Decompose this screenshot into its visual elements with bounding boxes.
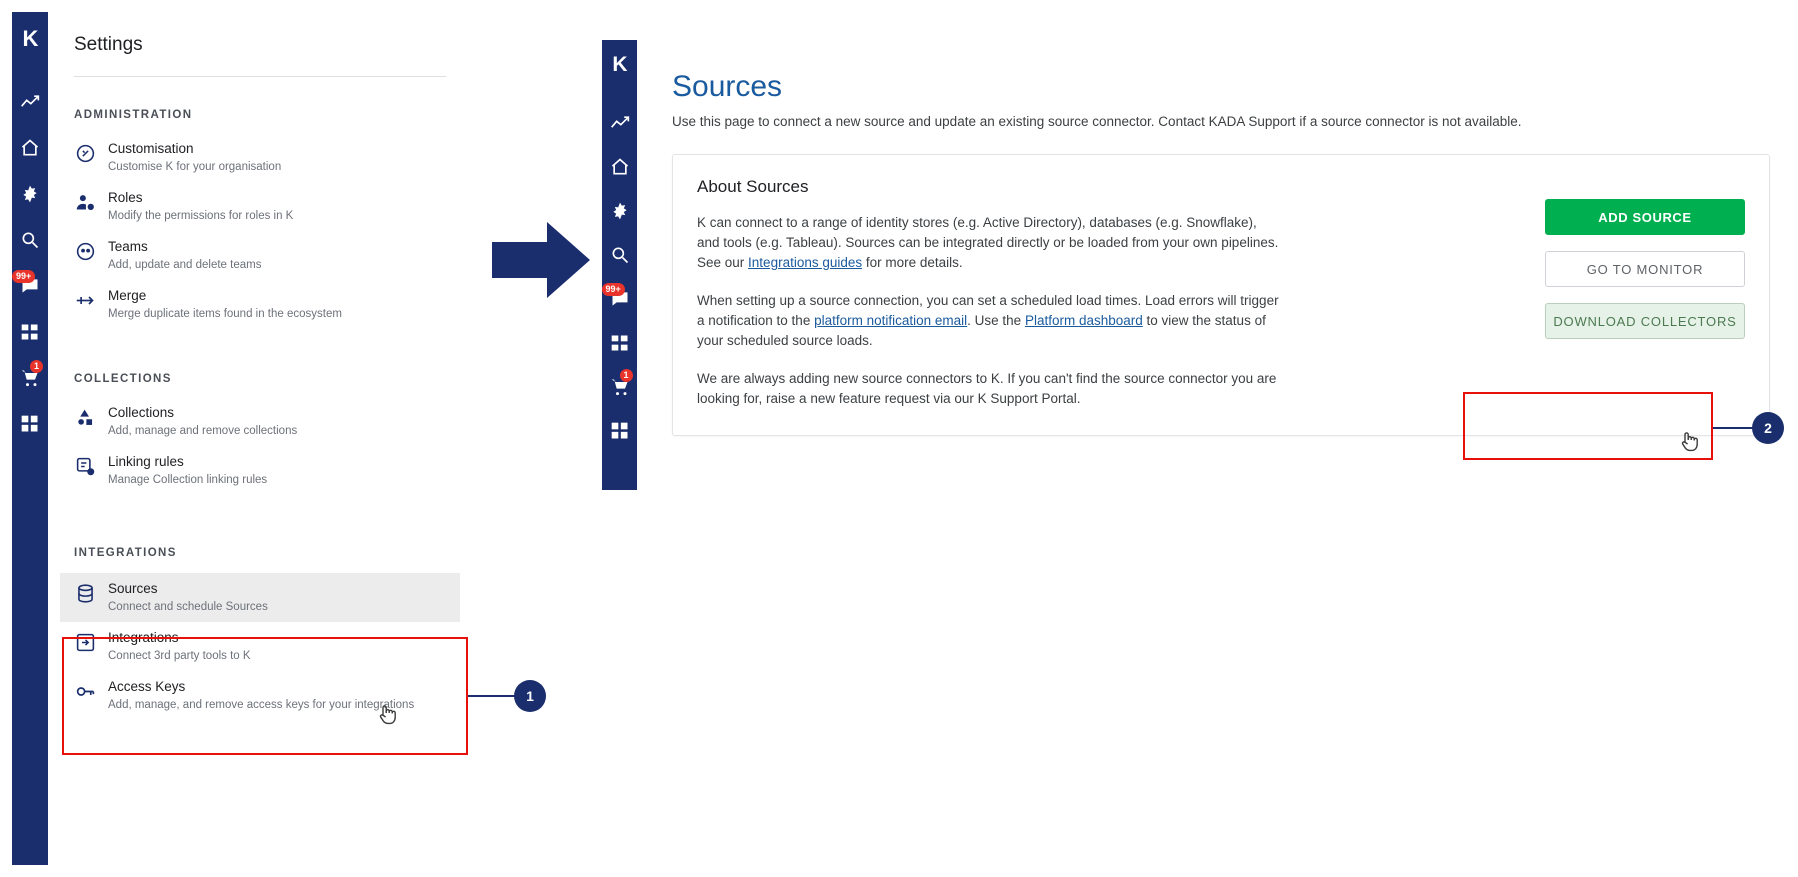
go-to-monitor-button[interactable]: GO TO MONITOR xyxy=(1545,251,1745,287)
cart-badge: 1 xyxy=(620,369,633,382)
trending-icon[interactable] xyxy=(20,92,40,112)
platform-dashboard-link[interactable]: Platform dashboard xyxy=(1024,313,1143,328)
database-icon xyxy=(74,582,96,604)
sidebar-item-label: Integrations xyxy=(108,630,179,645)
puzzle-icon[interactable] xyxy=(20,184,40,204)
platform-notification-email-link[interactable]: platform notification email xyxy=(814,313,968,328)
app-logo-secondary[interactable]: K xyxy=(612,53,627,76)
sidebar-item-sublabel: Connect and schedule Sources xyxy=(108,601,268,613)
paragraph-2-text-c: to view the status of your scheduled source loads. xyxy=(697,313,1266,348)
section-header-administration: ADMINISTRATION xyxy=(74,109,193,121)
sidebar-item-access-keys[interactable] xyxy=(60,671,460,720)
home-icon[interactable] xyxy=(610,157,630,177)
paragraph-2-text-b: . Use the xyxy=(967,313,1025,328)
sidebar-item-sublabel: Add, update and delete teams xyxy=(108,259,262,271)
paragraph-1-text-a: K can connect to a range of identity stores (e.g. Active Directory), databases (e.g. Snowflake), and tools (e.g. Tableau). Sources can be integrated directly or be loaded from your own pipelines. See our xyxy=(697,215,1279,270)
sidebar-item-collections[interactable] xyxy=(60,397,460,446)
collections-icon xyxy=(74,406,96,428)
callout-badge-1: 1 xyxy=(514,680,546,712)
about-sources-title: About Sources xyxy=(697,177,809,196)
settings-panel xyxy=(60,12,460,865)
sidebar-item-label: Roles xyxy=(108,190,143,205)
download-collectors-button[interactable]: DOWNLOAD COLLECTORS xyxy=(1545,303,1745,339)
flow-arrow-icon xyxy=(492,220,592,305)
sidebar-item-label: Sources xyxy=(108,581,158,596)
cart-icon[interactable] xyxy=(20,361,40,388)
key-icon xyxy=(74,680,96,702)
sitemap-icon[interactable] xyxy=(20,322,40,342)
sidebar-item-teams[interactable] xyxy=(60,231,460,280)
sidebar-item-customisation[interactable] xyxy=(60,133,460,182)
sidebar-item-sublabel: Connect 3rd party tools to K xyxy=(108,650,251,662)
title-divider xyxy=(74,76,446,77)
sitemap-icon[interactable] xyxy=(610,333,630,353)
paragraph-1-text-b: for more details. xyxy=(862,255,963,270)
sidebar-item-sublabel: Add, manage and remove collections xyxy=(108,425,298,437)
sidebar-item-integrations[interactable] xyxy=(60,622,460,671)
chat-icon[interactable] xyxy=(16,271,40,296)
trending-icon[interactable] xyxy=(610,113,630,133)
callout-badge-2: 2 xyxy=(1752,412,1784,444)
search-icon[interactable] xyxy=(610,245,630,265)
person-gear-icon xyxy=(74,191,96,213)
search-icon[interactable] xyxy=(20,230,40,250)
add-source-button[interactable]: ADD SOURCE xyxy=(1545,199,1745,235)
sources-page xyxy=(660,70,1780,436)
sidebar-item-label: Teams xyxy=(108,239,148,254)
cart-badge: 1 xyxy=(30,360,43,373)
sidebar-item-label: Merge xyxy=(108,288,147,303)
grid-icon[interactable] xyxy=(610,421,630,441)
about-paragraph-1 xyxy=(697,213,1282,273)
about-sources-content xyxy=(697,175,1545,409)
chat-icon[interactable] xyxy=(605,284,630,309)
sidebar-item-label: Linking rules xyxy=(108,454,184,469)
about-paragraph-2 xyxy=(697,291,1282,351)
callout-leader-2 xyxy=(1713,427,1757,429)
integrations-icon xyxy=(74,631,96,653)
paragraph-2-text-a: When setting up a source connection, you can set a scheduled load times. Load errors will trigger a notification to the xyxy=(697,293,1279,328)
sidebar-item-merge[interactable] xyxy=(60,280,460,329)
sidebar-item-sublabel: Customise K for your organisation xyxy=(108,161,282,173)
mouse-cursor-sources xyxy=(376,700,400,731)
sidebar-item-linking-rules[interactable] xyxy=(60,446,460,495)
puzzle-icon[interactable] xyxy=(610,201,630,221)
chat-badge: 99+ xyxy=(602,283,625,296)
section-header-collections: COLLECTIONS xyxy=(74,373,172,385)
sidebar-item-sublabel: Add, manage, and remove access keys for your integrations xyxy=(108,699,415,711)
sources-heading: Sources xyxy=(672,70,783,103)
sources-intro-text: Use this page to connect a new source and update an existing source connector. Contact KADA Support if a source connector is not available. xyxy=(672,114,1522,129)
team-icon xyxy=(74,240,96,262)
sidebar-item-label: Customisation xyxy=(108,141,194,156)
sidebar-item-sublabel: Manage Collection linking rules xyxy=(108,474,268,486)
sidebar-item-label: Access Keys xyxy=(108,679,186,694)
integrations-guides-link[interactable]: Integrations guides xyxy=(748,255,863,270)
app-logo[interactable]: K xyxy=(22,26,38,51)
link-rules-icon xyxy=(74,455,96,477)
sidebar-item-roles[interactable] xyxy=(60,182,460,231)
cart-icon[interactable] xyxy=(610,370,630,397)
sidebar-item-sources[interactable] xyxy=(60,573,460,622)
page-title: Settings xyxy=(74,34,143,55)
section-header-integrations: INTEGRATIONS xyxy=(74,547,177,559)
grid-icon[interactable] xyxy=(20,414,40,434)
sidebar-item-sublabel: Modify the permissions for roles in K xyxy=(108,210,294,222)
chat-badge: 99+ xyxy=(12,270,35,283)
about-sources-card xyxy=(672,154,1770,436)
about-paragraph-3: We are always adding new source connectors to K. If you can't find the source connector you are looking for, raise a new feature request via our K Support Portal. xyxy=(697,371,1277,406)
mouse-cursor-download-collectors xyxy=(1678,427,1702,458)
about-sources-actions xyxy=(1545,175,1745,409)
sidebar-item-sublabel: Merge duplicate items found in the ecosystem xyxy=(108,308,342,320)
sidebar-item-label: Collections xyxy=(108,405,175,420)
home-icon[interactable] xyxy=(20,138,40,158)
paint-icon xyxy=(74,142,96,164)
callout-leader-1 xyxy=(468,695,518,697)
left-nav-rail xyxy=(12,12,48,865)
app-nav-rail xyxy=(602,40,637,490)
merge-icon xyxy=(74,289,96,311)
